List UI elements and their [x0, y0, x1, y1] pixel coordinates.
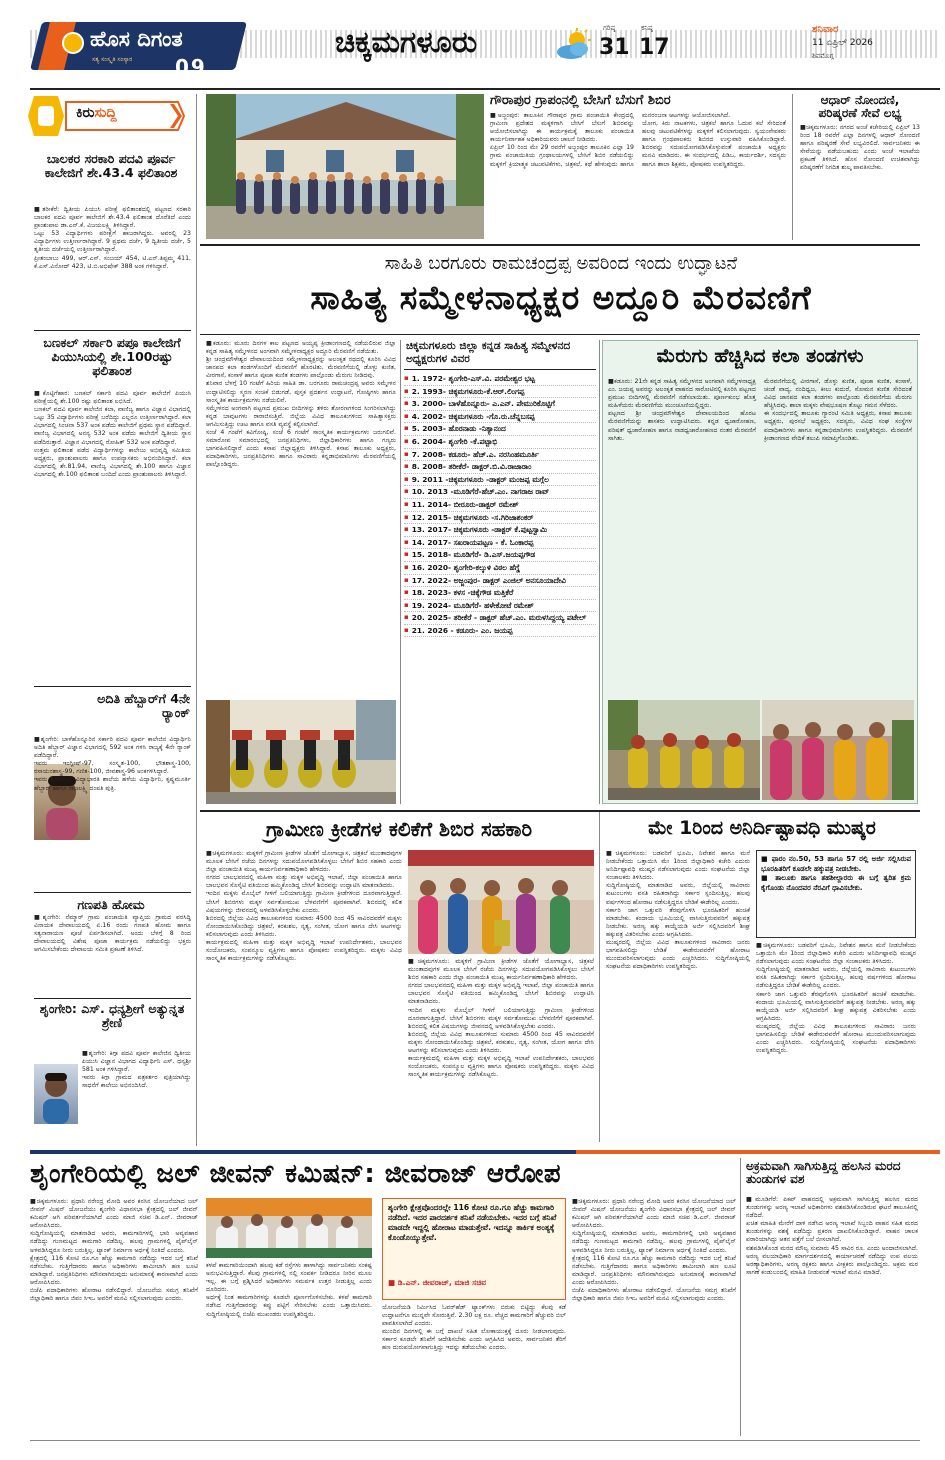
left-story-5-title: ಶೃಂಗೇರಿ: ಎಸ್. ಧನ್ಯಶ್ರೀಗೆ ಅತ್ಯುನ್ನತ ಶ್ರೇಣಿ — [39, 1001, 185, 1030]
divider — [599, 340, 600, 804]
jjm-quote-by: ■ ಡಿ.ಎನ್. ಜೀವರಾಜ್, ಮಾಜಿ ಸಚಿವ — [388, 1278, 487, 1287]
strike-title: ಮೇ 1ರಿಂದ ಅನಿರ್ದಿಷ್ಟಾವಧಿ ಮುಷ್ಕರ — [648, 817, 876, 839]
left-story-5-body: ■ಶೃಂಗೇರಿ: ಕಿಗ್ಗಾ ಪದವಿ ಪೂರ್ವ ಕಾಲೇಜಿನ ದ್ವಿತೀಯ ಪಿಯುಸಿ ವಿಜ್ಞಾನ ವಿಭಾಗದ ವಿದ್ಯಾರ್ಥಿನಿ ಎಸ್. ಧನ್ಯಶ್ರೀ 581 ಅಂಕ ಗಳಿಸಿದ್ದಾರೆ. ಇವರು ಕಿಗ್ಗಾ ಗ್ರಾಮದ ಪತ್ರಕರ್ತರ ಪುತ್ರಿಯಾಗಿದ್ದು ಸಾಧನೆಗೆ ಕಾಲೇಜು ಅಭಿನಂದಿಸಿದೆ. — [82, 1050, 191, 1090]
bullet-icon: ▪ — [404, 625, 409, 634]
presidents-list-item — [404, 436, 596, 449]
left-story-1-body: ■ತರೀಕೆರೆ: ದ್ವಿತೀಯ ಪಿಯುಸಿ ಪರೀಕ್ಷೆ ಫಲಿತಾಂಶದಲ್ಲಿ ಪಟ್ಟಣದ ಸರಕಾರಿ ಬಾಲಕರ ಪದವಿ ಪೂರ್ವ ಕಾಲೇಜಿಗೆ ಶೇ.43.4 ಫಲಿತಾಂಶ ದೊರೆತಿದೆ ಎಂದು ಪ್ರಾಂಶುಪಾಲ ಡಾ.ಎನ್.ಕೆ. ವಿಜಯಲಕ್ಷ್ಮಿ ತಿಳಿಸಿದ್ದಾರೆ. ಒಟ್ಟು 53 ವಿದ್ಯಾರ್ಥಿಗಳು ಪರೀಕ್ಷೆಗೆ ಹಾಜರಾಗಿದ್ದರು. ಅವರಲ್ಲಿ 23 ವಿದ್ಯಾರ್ಥಿಗಳು ಉತ್ತೀರ್ಣರಾಗಿದ್ದಾರೆ. 9 ಪ್ರಥಮ ದರ್ಜೆ, 9 ದ್ವಿತೀಯ ದರ್ಜೆ, 5 ತೃತೀಯ ದರ್ಜೆಯಲ್ಲಿ ಉತ್ತೀರ್ಣರಾಗಿದ್ದಾರೆ. ಪ್ರೀತಂಬಾಬು 499, ಆರ್.ಎಸ್. ಸಂಜಯ್ 454, ಟಿ.ಎನ್.ತಿಪ್ಪಮ್ಮ 411, ಕೆ.ಎಸ್.ವಿನೋದ್ 423, ಟಿ.ಬಿ.ಅಭಿಷೇಕ್ 388 ಅಂಕ ಗಳಿಸಿದ್ದಾರೆ. — [34, 206, 191, 270]
presidents-list-item — [404, 499, 596, 512]
edition-place: ಶಿವಮೊಗ್ಗ — [812, 52, 834, 60]
presidents-list-text: 17. 2022- ಅಜ್ಜಂಪುರ- ಡಾಕ್ಟರ್ ಎಂಜಿಲ್ ಅನಸೂಯಾದೇವಿ — [411, 575, 566, 585]
press-meet-photo — [206, 1198, 372, 1258]
aadhaar-body: ■ಚಿಕ್ಕಮಗಳೂರು: ನಗರದ ಅಂಚೆ ಕಚೇರಿಯಲ್ಲಿ ಏಪ್ರಿಲ್ 13 ರಿಂದ 18 ರವರೆಗೆ ಎಲ್ಲಾ ದಿನಗಳಲ್ಲಿ ಆಧಾರ್ ನೋಂದಣಿ ಹಾಗೂ ಪರಿಷ್ಕರಣೆ ಸೇವೆ ಲಭ್ಯವಿರಲಿದೆ. ಸಾರ್ವಜನಿಕರು ಈ ಸೇವೆಯನ್ನು ಪಡೆಯಬಹುದು ಎಂದು ಅಂಚೆ ಇಲಾಖೆಯ ಪ್ರಕಟಣೆ ತಿಳಿಸಿದೆ. ಹೊಸ ನೋಂದಣಿ ಉಚಿತವಾಗಿದ್ದು ಪರಿಷ್ಕರಣೆಗೆ ನಿಗದಿತ ಶುಲ್ಕ ಪಾವತಿಸಬೇಕು. — [800, 124, 920, 172]
tree-title: ಅಕ್ರಮವಾಗಿ ಸಾಗಿಸುತ್ತಿದ್ದ ಹಲಸಿನ ಮರದ ತುಂಡುಗಳ ವಶ — [746, 1159, 901, 1187]
bottom-band — [30, 1150, 940, 1154]
troupes-photo-left — [608, 700, 760, 800]
troupes-photo-right — [762, 700, 914, 800]
divider — [34, 892, 191, 893]
bullet-icon: ▪ — [404, 537, 409, 546]
kirusuddi-banner — [28, 96, 188, 136]
presidents-list-text: 18. 2023- ಕಳಸ -ಚಿಕ್ಕೆಗೌಡ ಮತ್ತಿಕೆರೆ — [411, 588, 514, 598]
divider — [200, 334, 920, 335]
strike-highlight-text: ■ ಫಾರಂ ನಂ.50, 53 ಹಾಗೂ 57 ರಲ್ಲಿ ಅರ್ಜಿ ಸಲ್ಲಿಸಿರುವ ಭೂರಹಿತರಿಗೆ ಕೂಡಲೇ ಹಕ್ಕುಪತ್ರ ನೀಡಬೇಕು. ■ ತಾಲೂಕು ಹಾಗೂ ತಹಶೀಲ್ದಾರರು ಈ ಬಗ್ಗೆ ತ್ವರಿತ ಕ್ರಮ ಕೈಗೊಂಡು ನೊಂದವರ ನೆರವಿಗೆ ಧಾವಿಸಬೇಕು. — [761, 855, 911, 892]
bullet-icon: ▪ — [404, 487, 409, 496]
presidents-list-text: 7. 2008- ಕಡೂರು- ಹೆಚ್.ಎ. ನರಸಿಂಹಮೂರ್ತಿ — [411, 449, 539, 459]
presidents-list-item — [404, 373, 596, 386]
jjm-body-a: ■ಚಿಕ್ಕಮಗಳೂರು: ಪ್ರಧಾನಿ ನರೇಂದ್ರ ಮೋದಿ ಅವರ ಕನಸಿನ ಯೋಜನೆಯಾದ ಜಲ್ ಜೀವನ್ ಮಿಷನ್ ಯೋಜನೆಯು ಶೃಂಗೇರಿ ವಿಧಾನಸಭಾ ಕ್ಷೇತ್ರದಲ್ಲಿ ಜಲ್ ಜೀವನ್ ಕಮಿಷನ್ ಆಗಿ ಪರಿವರ್ತನೆಯಾಗಿದೆ ಎಂದು ಮಾಜಿ ಸಚಿವ ಡಿ.ಎನ್. ಜೀವರಾಜ್ ಆರೋಪಿಸಿದರು. ಸುದ್ದಿಗೋಷ್ಠಿಯಲ್ಲಿ ಮಾತನಾಡಿದ ಅವರು, ಕಾಮಗಾರಿಗಳಲ್ಲಿ ಭಾರಿ ಅವ್ಯವಹಾರ ನಡೆದಿದ್ದು ಗುಣಮಟ್ಟದ ಕಾಮಗಾರಿ ನಡೆದಿಲ್ಲ. ಹಲವು ಗ್ರಾಮಗಳಲ್ಲಿ ಪೈಪ್‌ಲೈನ್ ಅಳವಡಿಸಿದ್ದರೂ ನೀರು ಬರುತ್ತಿಲ್ಲ. ಟ್ಯಾಂಕ್ ನಿರ್ಮಾಣ ಅರ್ಧಕ್ಕೆ ನಿಂತಿದೆ ಎಂದರು. ಕ್ಷೇತ್ರದಲ್ಲಿ 116 ಕೋಟಿ ರೂ.ಗೂ ಹೆಚ್ಚು ಕಾಮಗಾರಿ ನಡೆದಿದ್ದು ಇದರ ಬಗ್ಗೆ ತನಿಖೆ ನಡೆಸಬೇಕು. ಗುತ್ತಿಗೆದಾರರು ಹಾಗೂ ಅಧಿಕಾರಿಗಳು ಶಾಮೀಲಾಗಿ ಹಣ ಲೂಟಿ ಮಾಡಿದ್ದಾರೆ. ಜನಪ್ರತಿನಿಧಿಗಳು ಮೌನವಾಗಿರುವುದು ಅನುಮಾನಕ್ಕೆ ಕಾರಣವಾಗಿದೆ ಎಂದು ಆರೋಪಿಸಿದರು. ಬಿಜೆಪಿ ಪದಾಧಿಕಾರಿಗಳು ಹೋರಾಟ ನಡೆಸಲಿದ್ದಾರೆ. ಯೋಜನೆಯ ಸಮಗ್ರ ತನಿಖೆಗೆ ಜಿಲ್ಲಾಧಿಕಾರಿ ಹಾಗೂ ಜಿಪಂ ಸಿಇಒ ಅವರಿಗೆ ಮನವಿ ಸಲ್ಲಿಸಲಾಗುವುದು ಎಂದರು. — [30, 1198, 198, 1303]
bullet-icon: ▪ — [404, 399, 409, 408]
jjm-quote-box — [382, 1198, 566, 1300]
presidents-list-text: 16. 2020- ಶೃಂಗೇರಿ-ಕಲ್ಕುಳಿ ವಿಠಲ ಹೆಗ್ಡೆ — [411, 562, 521, 572]
divider — [200, 810, 920, 812]
bottom-rule — [30, 1440, 920, 1441]
presidents-list-item — [404, 449, 596, 462]
dhanyashree-photo — [34, 1064, 78, 1124]
left-story-2-body: ■ಕೊಟ್ಟಿಗೆಹಾರ: ಬಣಕಲ್ ಸರ್ಕಾರಿ ಪದವಿ ಪೂರ್ವ ಕಾಲೇಜಿಗೆ ಪಿಯುಸಿ ಪರೀಕ್ಷೆಯಲ್ಲಿ ಶೇ.100 ರಷ್ಟು ಫಲಿತಾಂಶ ಲಭಿಸಿದೆ. ಬಣಕಲ್ ಪದವಿ ಪೂರ್ವ ಕಾಲೇಜಿನ ಕಲಾ, ವಾಣಿಜ್ಯ ಹಾಗೂ ವಿಜ್ಞಾನ ವಿಭಾಗದಲ್ಲಿ ಒಟ್ಟು 35 ವಿದ್ಯಾರ್ಥಿಗಳು ಪರೀಕ್ಷೆ ಬರೆದಿದ್ದು ಎಲ್ಲರೂ ಉತ್ತೀರ್ಣರಾಗಿದ್ದಾರೆ. ಕಲಾ ವಿಭಾಗದಲ್ಲಿ ಸಿಂಚನಾ 537 ಅಂಕ ಪಡೆದು ಕಾಲೇಜಿಗೆ ಪ್ರಥಮ ಸ್ಥಾನ ಪಡೆದಿದ್ದಾರೆ. ವಾಣಿಜ್ಯ ವಿಭಾಗದಲ್ಲಿ ಅನನ್ಯ 532 ಅಂಕ ಪಡೆದು ಕಾಲೇಜಿಗೆ ದ್ವಿತೀಯ ಸ್ಥಾನ ಪಡೆದಿರುತ್ತಾರೆ. ವಿಜ್ಞಾನ ವಿಭಾಗದಲ್ಲಿ ರೋಹಿತ್ 532 ಅಂಕ ಪಡೆದಿದ್ದಾರೆ. ಉತ್ತಮ ಫಲಿತಾಂಶ ಪಡೆದ ವಿದ್ಯಾರ್ಥಿಗಳನ್ನು ಕಾಲೇಜು ಅಭಿವೃದ್ಧಿ ಸಮಿತಿಯ ಅಧ್ಯಕ್ಷರು, ಪ್ರಾಂಶುಪಾಲರು ಹಾಗೂ ಉಪನ್ಯಾಸಕರು ಅಭಿನಂದಿಸಿದ್ದಾರೆ. ಕಲಾ ವಿಭಾಗದಲ್ಲಿ ಶೇ.81.94, ವಾಣಿಜ್ಯ ವಿಭಾಗದಲ್ಲಿ ಶೇ.100 ಹಾಗೂ ವಿಜ್ಞಾನ ವಿಭಾಗದಲ್ಲಿ ಶೇ.100 ಫಲಿತಾಂಶ ಬಂದಿದೆ ಎಂದು ಪ್ರಾಂಶುಪಾಲರು ತಿಳಿಸಿದ್ದಾರೆ. — [34, 390, 191, 478]
troupes-body: ■ಕಡೂರು: 21ನೇ ಕನ್ನಡ ಸಾಹಿತ್ಯ ಸಮ್ಮೇಳನದ ಅಂಗವಾಗಿ ಸಮ್ಮೇಳನಾಧ್ಯಕ್ಷ ಎಂ. ಜಯಪ್ಪ ಅವರನ್ನು ಅಲಂಕೃತ ವಾಹನದ ಸಾರೋಟಿನಲ್ಲಿ ಕೂರಿಸಿ ಪಟ್ಟಣದ ಪ್ರಮುಖ ಬೀದಿಗಳಲ್ಲಿ ಮೆರವಣಿಗೆ ನಡೆಸಲಾಯಿತು. ಪೂರ್ಣಕುಂಭ ಹೊತ್ತ ಮಹಿಳೆಯರು ಮೆರವಣಿಗೆಯ ಮುಂಚೂಣಿಯಲ್ಲಿದ್ದರು. ಪಟ್ಟಣದ ಶ್ರೀ ಚಂದ್ರಮೌಳೇಶ್ವರ ದೇವಾಲಯದಿಂದ ಹೊರಟ ಮೆರವಣಿಗೆಯನ್ನು ಶಾಸಕರು ಉದ್ಘಾಟಿಸಿದರು. ಕನ್ನಡ ಧ್ವಜಾರೋಹಣ, ಪರಿಷತ್ ಧ್ವಜಾರೋಹಣ ಹಾಗೂ ನಾಡಧ್ವಜಾರೋಹಣದ ನಂತರ ಮೆರವಣಿಗೆ ಸಾಗಿತು. ಮೆರವಣಿಗೆಯಲ್ಲಿ ವೀರಗಾಸೆ, ಡೊಳ್ಳು ಕುಣಿತ, ಪೂಜಾ ಕುಣಿತ, ಕಂಸಾಳೆ, ಚಂಡೆ ವಾದ್ಯ, ನಂದಿಧ್ವಜ, ಕೀಲು ಕುದುರೆ, ಸೋಮನ ಕುಣಿತ ಸೇರಿದಂತೆ ವಿವಿಧ ಜಾನಪದ ಕಲಾ ತಂಡಗಳು ಪಾಲ್ಗೊಂಡು ಮೆರವಣಿಗೆಯ ಮೆರುಗು ಹೆಚ್ಚಿಸಿದವು. ಶಾಲಾ ಮಕ್ಕಳು ವೇಷಭೂಷಣ ತೊಟ್ಟು ಗಮನ ಸೆಳೆದರು. ಈ ಸಂದರ್ಭದಲ್ಲಿ ತಾಲೂಕು ಗ್ಯಾರಂಟಿ ಸಮಿತಿ ಅಧ್ಯಕ್ಷರು, ಕಸಾಪ ತಾಲೂಕು ಅಧ್ಯಕ್ಷರು, ಪುರಸಭೆ ಅಧ್ಯಕ್ಷರು, ಸದಸ್ಯರು, ವಿವಿಧ ಸಂಘ ಸಂಸ್ಥೆಗಳ ಪದಾಧಿಕಾರಿಗಳು ಹಾಗೂ ಕನ್ನಡಾಭಿಮಾನಿಗಳು ಉಪಸ್ಥಿತರಿದ್ದರು. ಮೆರವಣಿಗೆ ಕ್ರೀಡಾಂಗಣದ ವೇದಿಕೆ ತಲುಪಿ ಸಮಾಪ್ತಿಗೊಂಡಿತು. — [608, 378, 912, 442]
presidents-list-item — [404, 600, 596, 613]
presidents-list — [404, 373, 596, 637]
presidents-list-text: 21. 2026 - ಕಡೂರು- ಎಂ. ಜಯಪ್ಪ — [411, 625, 513, 635]
aadhaar-title: ಆಧಾರ್ ನೋಂದಣಿ, ಪರಿಷ್ಕರಣೆ ಸೇವೆ ಲಭ್ಯ — [818, 93, 902, 121]
sports-title: ಗ್ರಾಮೀಣ ಕ್ರೀಡೆಗಳ ಕಲಿಕೆಗೆ ಶಿಬಿರ ಸಹಕಾರಿ — [265, 817, 533, 841]
bullet-icon: ▪ — [404, 600, 409, 609]
presidents-list-item — [404, 512, 596, 525]
top-story-title: ಗೌರಾಪುರ ಗ್ರಾಪಂನಲ್ಲಿ ಬೇಸಿಗೆ ಬೆಸುಗೆ ಶಿಬಿರ — [490, 93, 671, 108]
presidents-list-text: 9. 2011 -ಚಿಕ್ಕಮಗಳೂರು -ಡಾಕ್ಟರ್ ಮಂಜಪ್ಪ ಮಗ್ಗೆಲ — [411, 474, 549, 484]
presidents-list-item — [404, 486, 596, 499]
bullet-icon: ▪ — [404, 550, 409, 559]
brand-name: ಹೊಸ ದಿಗಂತ — [90, 27, 183, 51]
left-story-4-body: ■ಶೃಂಗೇರಿ: ನೆಮ್ಮಾರ್ ಗ್ರಾಮ ಪಂಚಾಯಿತಿ ವ್ಯಾಪ್ತಿಯ ಗ್ರಾಮದ ವರಸಿದ್ಧಿ ವಿನಾಯಕ ದೇವಾಲಯದಲ್ಲಿ ಏ.16 ರಂದು ಗಣಪತಿ ಹೋಮ ಹಾಗೂ ಸತ್ಯನಾರಾಯಣ ಪೂಜೆ ಏರ್ಪಡಿಸಲಾಗಿದೆ. ಅಂದು ಬೆಳಗ್ಗೆ 8 ರಿಂದ ದೇವಾಲಯದಲ್ಲಿ ವಿಶೇಷ ಪೂಜಾ ಕಾರ್ಯಕ್ರಮ ನಡೆಯಲಿದ್ದು ಭಕ್ತರು ಆಗಮಿಸಬೇಕೆಂದು ದೇವಾಲಯ ಸಮಿತಿ ಪ್ರಕಟಣೆ ತಿಳಿಸಿದೆ. — [34, 914, 191, 954]
jjm-body-d: ■ಚಿಕ್ಕಮಗಳೂರು: ಪ್ರಧಾನಿ ನರೇಂದ್ರ ಮೋದಿ ಅವರ ಕನಸಿನ ಯೋಜನೆಯಾದ ಜಲ್ ಜೀವನ್ ಮಿಷನ್ ಯೋಜನೆಯು ಶೃಂಗೇರಿ ವಿಧಾನಸಭಾ ಕ್ಷೇತ್ರದಲ್ಲಿ ಜಲ್ ಜೀವನ್ ಕಮಿಷನ್ ಆಗಿ ಪರಿವರ್ತನೆಯಾಗಿದೆ ಎಂದು ಮಾಜಿ ಸಚಿವ ಡಿ.ಎನ್. ಜೀವರಾಜ್ ಆರೋಪಿಸಿದರು. ಸುದ್ದಿಗೋಷ್ಠಿಯಲ್ಲಿ ಮಾತನಾಡಿದ ಅವರು, ಕಾಮಗಾರಿಗಳಲ್ಲಿ ಭಾರಿ ಅವ್ಯವಹಾರ ನಡೆದಿದ್ದು ಗುಣಮಟ್ಟದ ಕಾಮಗಾರಿ ನಡೆದಿಲ್ಲ. ಹಲವು ಗ್ರಾಮಗಳಲ್ಲಿ ಪೈಪ್‌ಲೈನ್ ಅಳವಡಿಸಿದ್ದರೂ ನೀರು ಬರುತ್ತಿಲ್ಲ. ಟ್ಯಾಂಕ್ ನಿರ್ಮಾಣ ಅರ್ಧಕ್ಕೆ ನಿಂತಿದೆ ಎಂದರು. ಕ್ಷೇತ್ರದಲ್ಲಿ 116 ಕೋಟಿ ರೂ.ಗೂ ಹೆಚ್ಚು ಕಾಮಗಾರಿ ನಡೆದಿದ್ದು ಇದರ ಬಗ್ಗೆ ತನಿಖೆ ನಡೆಸಬೇಕು. ಗುತ್ತಿಗೆದಾರರು ಹಾಗೂ ಅಧಿಕಾರಿಗಳು ಶಾಮೀಲಾಗಿ ಹಣ ಲೂಟಿ ಮಾಡಿದ್ದಾರೆ. ಜನಪ್ರತಿನಿಧಿಗಳು ಮೌನವಾಗಿರುವುದು ಅನುಮಾನಕ್ಕೆ ಕಾರಣವಾಗಿದೆ ಎಂದು ಆರೋಪಿಸಿದರು. ಬಿಜೆಪಿ ಪದಾಧಿಕಾರಿಗಳು ಹೋರಾಟ ನಡೆಸಲಿದ್ದಾರೆ. ಯೋಜನೆಯ ಸಮಗ್ರ ತನಿಖೆಗೆ ಜಿಲ್ಲಾಧಿಕಾರಿ ಹಾಗೂ ಜಿಪಂ ಸಿಇಒ ಅವರಿಗೆ ಮನವಿ ಸಲ್ಲಿಸಲಾಗುವುದು ಎಂದರು. — [572, 1198, 736, 1303]
weekday: ಶನಿವಾರ — [812, 24, 839, 35]
presidents-list-text: 20. 2025- ತರೀಕೆರೆ - ಡಾಕ್ಟರ್ ಹೆಚ್.ಎಂ. ಮರುಳಸಿದ್ದಯ್ಯ ಪಟೇಲ್ — [411, 613, 587, 623]
bullet-icon: ▪ — [404, 562, 409, 571]
sports-body-a: ■ಚಿಕ್ಕಮಗಳೂರು: ಮಕ್ಕಳಿಗೆ ಗ್ರಾಮೀಣ ಕ್ರೀಡೆಗಳ ಜೊತೆಗೆ ಯೋಗಾಭ್ಯಾಸ, ಚಿತ್ರಕಲೆ ಮುಂತಾದವುಗಳ ಮೂಲಕ ಬೇಸಿಗೆ ರಜೆಯ ದಿನಗಳನ್ನು ಸದುಪಯೋಗಪಡಿಸಿಕೊಳ್ಳಲು ಬೇಸಿಗೆ ಶಿಬಿರ ಸಹಕಾರಿ ಎಂದು ಜಿಲ್ಲಾ ಪಂಚಾಯಿತಿ ಮುಖ್ಯ ಕಾರ್ಯನಿರ್ವಹಣಾಧಿಕಾರಿ ಹೇಳಿದರು. ನಗರದ ಬಾಲಭವನದಲ್ಲಿ ಮಹಿಳಾ ಮತ್ತು ಮಕ್ಕಳ ಅಭಿವೃದ್ಧಿ ಇಲಾಖೆ, ಜಿಲ್ಲಾ ಪಂಚಾಯಿತಿ ಹಾಗೂ ಬಾಲಭವನ ಸೊಸೈಟಿ ವತಿಯಿಂದ ಹಮ್ಮಿಕೊಂಡಿದ್ದ ಬೇಸಿಗೆ ಶಿಬಿರವನ್ನು ಉದ್ಘಾಟಿಸಿ ಮಾತನಾಡಿದರು. ಇಂದಿನ ಮಕ್ಕಳು ಮೊಬೈಲ್ ಗೀಳಿಗೆ ಬಲಿಯಾಗುತ್ತಿದ್ದು ಗ್ರಾಮೀಣ ಕ್ರೀಡೆಗಳಿಂದ ದೂರವಾಗುತ್ತಿದ್ದಾರೆ. ಬೇಸಿಗೆ ಶಿಬಿರಗಳು ಮಕ್ಕಳ ಸರ್ವತೋಮುಖ ಬೆಳವಣಿಗೆಗೆ ಪೂರಕವಾಗಿವೆ. ಶಿಬಿರದಲ್ಲಿ ಕಲಿತ ವಿಷಯಗಳನ್ನು ಜೀವನದಲ್ಲಿ ಅಳವಡಿಸಿಕೊಳ್ಳಬೇಕು ಎಂದರು. ಶಿಬಿರದಲ್ಲಿ ಜಿಲ್ಲೆಯ ವಿವಿಧ ತಾಲೂಕುಗಳಿಂದ ಸುಮಾರು 4500 ರಿಂದ 45 ಸಾವಿರದವರೆಗೆ ಮಕ್ಕಳು ನೋಂದಾಯಿಸಿಕೊಂಡಿದ್ದು ಚಿತ್ರಕಲೆ, ಕರಕುಶಲ, ನೃತ್ಯ, ಸಂಗೀತ, ಯೋಗ ಹಾಗೂ ದೇಸಿ ಆಟಗಳನ್ನು ಕಲಿಸಲಾಗುವುದು ಎಂದು ತಿಳಿಸಿದರು. ಕಾರ್ಯಕ್ರಮದಲ್ಲಿ ಮಹಿಳಾ ಮತ್ತು ಮಕ್ಕಳ ಅಭಿವೃದ್ಧಿ ಇಲಾಖೆ ಉಪನಿರ್ದೇಶಕರು, ಬಾಲಭವನ ಸಂಯೋಜಕರು, ಸಂಪನ್ಮೂಲ ವ್ಯಕ್ತಿಗಳು ಹಾಗೂ ಪೋಷಕರು ಉಪಸ್ಥಿತರಿದ್ದರು. ಮಕ್ಕಳು ವಿವಿಧ ಸಾಂಸ್ಕೃತಿಕ ಕಾರ್ಯಕ್ರಮಗಳನ್ನು ನಡೆಸಿಕೊಟ್ಟರು. — [206, 850, 402, 963]
left-story-2-title: ಬಣಕಲ್ ಸರ್ಕಾರಿ ಪಪೂ ಕಾಲೇಜಿಗೆ ಪಿಯುಸಿಯಲ್ಲಿ ಶೇ.100ರಷ್ಟು ಫಲಿತಾಂಶ — [43, 335, 181, 378]
lead-kicker: ಸಾಹಿತಿ ಬರಗೂರು ರಾಮಚಂದ್ರಪ್ಪ ಅವರಿಂದ ಇಂದು ಉದ್ಘಾಟನೆ — [384, 253, 738, 274]
presidents-list-text: 3. 2000- ಬಾಳೆಹೊನ್ನೂರು- ಎ.ಎನ್. ಪೇಮುರಿಕೊಟ್ಟಿಗೆ — [411, 399, 555, 409]
temp-max: 31 — [599, 35, 630, 60]
presidents-list-text: 12. 2015- ಚಿಕ್ಕಮಗಳೂರು -ಸ.ಗಿರಿಜಾಶಂಕರ್ — [411, 512, 534, 522]
bullet-icon: ▪ — [404, 613, 409, 622]
city-title: ಚಿಕ್ಕಮಗಳೂರು — [335, 25, 478, 60]
page-number: 09 — [175, 55, 207, 79]
presidents-list-text: 1. 1972- ಶೃಂಗೇರಿ-ಎಸ್.ವಿ. ಪರಮೇಶ್ವರ ಭಟ್ಟ — [411, 374, 535, 383]
bullet-icon: ▪ — [404, 424, 409, 433]
left-story-3-body: ■ಶೃಂಗೇರಿ: ಬಾಳೆಹೊನ್ನೂರಿನ ಸರ್ಕಾರಿ ಪದವಿ ಪೂರ್ವ ಕಾಲೇಜಿನ ವಿದ್ಯಾರ್ಥಿನಿ ಅದಿತಿ ಹೆಬ್ಬಾರ್ ವಿಜ್ಞಾನ ವಿಭಾಗದಲ್ಲಿ 592 ಅಂಕ ಗಳಿಸಿ ರಾಜ್ಯಕ್ಕೆ 4ನೇ ರ‍್ಯಾಂಕ್ ಪಡೆದಿದ್ದಾರೆ. ಇವರು ಇಂಗ್ಲೀಷ್-97, ಸಂಸ್ಕೃತ-100, ಭೌತಶಾಸ್ತ್ರ-100, ರಸಾಯನಶಾಸ್ತ್ರ-99, ಗಣಿತ-100, ಜೀವಶಾಸ್ತ್ರ-96 ಅಂಕಗಳಿಸಿದ್ದಾರೆ. ಇವರು ಶೃಂಗೇರಿಯ ವಿದ್ಯಾಭಾರತಿ ಶಾಲೆಯ ಹಳೆಯ ವಿದ್ಯಾರ್ಥಿನಿ, ಕೃಷ್ಣಮೂರ್ತಿ ಹೆಬ್ಬಾರ್ ಹಾಗೂ ರಾಜಲಕ್ಷ್ಮಿ ದಂಪತಿ ಪುತ್ರಿ. — [34, 736, 191, 792]
sports-body-b: ■ಚಿಕ್ಕಮಗಳೂರು: ಮಕ್ಕಳಿಗೆ ಗ್ರಾಮೀಣ ಕ್ರೀಡೆಗಳ ಜೊತೆಗೆ ಯೋಗಾಭ್ಯಾಸ, ಚಿತ್ರಕಲೆ ಮುಂತಾದವುಗಳ ಮೂಲಕ ಬೇಸಿಗೆ ರಜೆಯ ದಿನಗಳನ್ನು ಸದುಪಯೋಗಪಡಿಸಿಕೊಳ್ಳಲು ಬೇಸಿಗೆ ಶಿಬಿರ ಸಹಕಾರಿ ಎಂದು ಜಿಲ್ಲಾ ಪಂಚಾಯಿತಿ ಮುಖ್ಯ ಕಾರ್ಯನಿರ್ವಹಣಾಧಿಕಾರಿ ಹೇಳಿದರು. ನಗರದ ಬಾಲಭವನದಲ್ಲಿ ಮಹಿಳಾ ಮತ್ತು ಮಕ್ಕಳ ಅಭಿವೃದ್ಧಿ ಇಲಾಖೆ, ಜಿಲ್ಲಾ ಪಂಚಾಯಿತಿ ಹಾಗೂ ಬಾಲಭವನ ಸೊಸೈಟಿ ವತಿಯಿಂದ ಹಮ್ಮಿಕೊಂಡಿದ್ದ ಬೇಸಿಗೆ ಶಿಬಿರವನ್ನು ಉದ್ಘಾಟಿಸಿ ಮಾತನಾಡಿದರು. ಇಂದಿನ ಮಕ್ಕಳು ಮೊಬೈಲ್ ಗೀಳಿಗೆ ಬಲಿಯಾಗುತ್ತಿದ್ದು ಗ್ರಾಮೀಣ ಕ್ರೀಡೆಗಳಿಂದ ದೂರವಾಗುತ್ತಿದ್ದಾರೆ. ಬೇಸಿಗೆ ಶಿಬಿರಗಳು ಮಕ್ಕಳ ಸರ್ವತೋಮುಖ ಬೆಳವಣಿಗೆಗೆ ಪೂರಕವಾಗಿವೆ. ಶಿಬಿರದಲ್ಲಿ ಕಲಿತ ವಿಷಯಗಳನ್ನು ಜೀವನದಲ್ಲಿ ಅಳವಡಿಸಿಕೊಳ್ಳಬೇಕು ಎಂದರು. ಶಿಬಿರದಲ್ಲಿ ಜಿಲ್ಲೆಯ ವಿವಿಧ ತಾಲೂಕುಗಳಿಂದ ಸುಮಾರು 4500 ರಿಂದ 45 ಸಾವಿರದವರೆಗೆ ಮಕ್ಕಳು ನೋಂದಾಯಿಸಿಕೊಂಡಿದ್ದು ಚಿತ್ರಕಲೆ, ಕರಕುಶಲ, ನೃತ್ಯ, ಸಂಗೀತ, ಯೋಗ ಹಾಗೂ ದೇಸಿ ಆಟಗಳನ್ನು ಕಲಿಸಲಾಗುವುದು ಎಂದು ತಿಳಿಸಿದರು. ಕಾರ್ಯಕ್ರಮದಲ್ಲಿ ಮಹಿಳಾ ಮತ್ತು ಮಕ್ಕಳ ಅಭಿವೃದ್ಧಿ ಇಲಾಖೆ ಉಪನಿರ್ದೇಶಕರು, ಬಾಲಭವನ ಸಂಯೋಜಕರು, ಸಂಪನ್ಮೂಲ ವ್ಯಕ್ತಿಗಳು ಹಾಗೂ ಪೋಷಕರು ಉಪಸ್ಥಿತರಿದ್ದರು. ಮಕ್ಕಳು ವಿವಿಧ ಸಾಂಸ್ಕೃತಿಕ ಕಾರ್ಯಕ್ರಮಗಳನ್ನು ನಡೆಸಿಕೊಟ್ಟರು. — [408, 958, 594, 1079]
jjm-body-b: ಕಳಪೆ ಕಾಮಗಾರಿಯಿಂದಾಗಿ ಹಲವು ಕಡೆ ರಸ್ತೆಗಳು ಹಾಳಾಗಿದ್ದು ಸಾರ್ವಜನಿಕರು ಸಂಕಷ್ಟ ಅನುಭವಿಸುತ್ತಿದ್ದಾರೆ. ಕೆಲವು ಗ್ರಾಮಗಳಲ್ಲಿ ನಲ್ಲಿ ಸಂಪರ್ಕ ನೀಡಿದರೂ ನೀರಿನ ಮೂಲ ಇಲ್ಲ. ಈ ಬಗ್ಗೆ ಪ್ರಶ್ನಿಸಿದರೆ ಅಧಿಕಾರಿಗಳು ಸಮರ್ಪಕ ಉತ್ತರ ನೀಡುತ್ತಿಲ್ಲ ಎಂದು ದೂರಿದರು. ಅರ್ಧಕ್ಕೆ ನಿಂತ ಕಾಮಗಾರಿಗಳನ್ನು ಕೂಡಲೇ ಪೂರ್ಣಗೊಳಿಸಬೇಕು. ಕಳಪೆ ಕಾಮಗಾರಿ ನಡೆಸಿದ ಗುತ್ತಿಗೆದಾರರನ್ನು ಕಪ್ಪು ಪಟ್ಟಿಗೆ ಸೇರಿಸಬೇಕು ಎಂದು ಒತ್ತಾಯಿಸಿದರು. ಸುದ್ದಿಗೋಷ್ಠಿಯಲ್ಲಿ ಬಿಜೆಪಿ ಮುಖಂಡರು ಉಪಸ್ಥಿತರಿದ್ದರು. — [206, 1262, 372, 1318]
presidents-list-text: 6. 2004- ಶೃಂಗೇರಿ -ಕೆ.ಪಟ್ಟಾಭಿ — [411, 436, 498, 446]
left-story-4-title: ಗಣಪತಿ ಹೋಮ — [77, 897, 145, 912]
divider — [34, 998, 191, 999]
strike-body-b: ■ಚಿಕ್ಕಮಗಳೂರು: ಬಡವರಿಗೆ ಭೂಮಿ, ನಿವೇಶನ ಹಾಗೂ ಮನೆ ನೀಡಬೇಕೆಂದು ಒತ್ತಾಯಿಸಿ ಮೇ 1ರಿಂದ ಜಿಲ್ಲಾಧಿಕಾರಿ ಕಚೇರಿ ಎದುರು ಅನಿರ್ದಿಷ್ಟಾವಧಿ ಮುಷ್ಕರ ನಡೆಸಲಾಗುವುದು ಎಂದು ಸಂಘಟನೆಯ ಜಿಲ್ಲಾ ಸಂಚಾಲಕರು ತಿಳಿಸಿದರು. ಸುದ್ದಿಗೋಷ್ಠಿಯಲ್ಲಿ ಮಾತನಾಡಿದ ಅವರು, ಜಿಲ್ಲೆಯಲ್ಲಿ ಸಾವಿರಾರು ಕುಟುಂಬಗಳು ವಸತಿ ರಹಿತರಾಗಿದ್ದು ಸರ್ಕಾರ ಸ್ಪಂದಿಸುತ್ತಿಲ್ಲ. ಹಲವು ವರ್ಷಗಳಿಂದ ಹೋರಾಟ ನಡೆಸುತ್ತಿದ್ದರೂ ಬೇಡಿಕೆ ಈಡೇರಿಲ್ಲ ಎಂದರು. ಸರ್ಕಾರಿ ಜಾಗ ಒತ್ತುವರಿ ತೆರವುಗೊಳಿಸಿ ಭೂರಹಿತರಿಗೆ ಹಂಚಿಕೆ ಮಾಡಬೇಕು. ಕಂದಾಯ ಭೂಮಿಯಲ್ಲಿ ವಾಸಿಸುತ್ತಿರುವವರಿಗೆ ಹಕ್ಕುಪತ್ರ ನೀಡಬೇಕು. ಅರಣ್ಯ ಹಕ್ಕು ಕಾಯ್ದೆಯಡಿ ಅರ್ಜಿ ಸಲ್ಲಿಸಿದವರಿಗೆ ಶೀಘ್ರ ಹಕ್ಕುಪತ್ರ ವಿತರಿಸಬೇಕು ಎಂದು ಆಗ್ರಹಿಸಿದರು. ಮುಷ್ಕರದಲ್ಲಿ ಜಿಲ್ಲೆಯ ವಿವಿಧ ತಾಲೂಕುಗಳಿಂದ ಸಾವಿರಾರು ಜನರು ಭಾಗವಹಿಸಲಿದ್ದು ಬೇಡಿಕೆ ಈಡೇರುವವರೆಗೆ ಹೋರಾಟ ಮುಂದುವರಿಸಲಾಗುವುದು ಎಂದು ಎಚ್ಚರಿಸಿದರು. ಸುದ್ದಿಗೋಷ್ಠಿಯಲ್ಲಿ ಸಂಘಟನೆಯ ಪದಾಧಿಕಾರಿಗಳು ಉಪಸ್ಥಿತರಿದ್ದರು. — [756, 942, 916, 1055]
masthead — [0, 0, 945, 88]
bullet-icon: ▪ — [404, 575, 409, 584]
top-story-body: ■ಅಜ್ಜಂಪುರ: ತಾಲೂಕಿನ ಗೌರಾಪುರ ಗ್ರಾಮ ಪಂಚಾಯಿತಿ ಕೇಂದ್ರದಲ್ಲಿ ಗ್ರಾಮೀಣ ಪ್ರದೇಶದ ಮಕ್ಕಳಿಗಾಗಿ ಬೇಸಿಗೆ ಬೆಸುಗೆ ಶಿಬಿರವನ್ನು ಆಯೋಜಿಸಲಾಗಿದ್ದು ಈ ಕಾರ್ಯಕ್ರಮಕ್ಕೆ ತಾಲೂಕು ಪಂಚಾಯಿತಿ ಕಾರ್ಯನಿರ್ವಾಹಕ ಅಧಿಕಾರಿಯವರು ಚಾಲನೆ ನೀಡಿದರು. ಏಪ್ರಿಲ್ 10 ರಿಂದ ಮೇ 29 ರವರೆಗೆ ಅಜ್ಜಂಪುರ ತಾಲೂಕಿನ ಎಲ್ಲಾ 19 ಗ್ರಾಮ ಪಂಚಾಯಿತಿಯ ಗ್ರಂಥಾಲಯಗಳಲ್ಲಿ ಬೇಸಿಗೆ ಶಿಬಿರ ನಡೆಯಲಿದ್ದು ಮಕ್ಕಳಿಗೆ ಕ್ರಿಯಾತ್ಮಕ ಚಟುವಟಿಕೆಗಳು, ಚಿತ್ರಕಲೆ, ಕಥೆ ಹೇಳುವುದು ಹಾಗೂ ಮನರಂಜನಾ ಆಟಗಳನ್ನು ಆಯೋಜಿಸಲಾಗಿದೆ. ಯೋಗ, ಕಿರು ನಾಟಕಗಳು, ಚಿತ್ರಕಲೆ ಹಾಗೂ ಓದುವ ಕಲೆ ಸೇರಿದಂತೆ ಹಲವು ಚಟುವಟಿಕೆಗಳನ್ನು ಮಕ್ಕಳಿಗೆ ಕಲಿಸಲಾಗುವುದು. ಸ್ವಯಂಸೇವಕರು ಹಾಗೂ ಗ್ರಂಥಪಾಲಕರು ಶಿಬಿರದ ಉಸ್ತುವಾರಿ ವಹಿಸಿಕೊಂಡಿದ್ದಾರೆ. ಶಿಬಿರವನ್ನು ಸದುಪಯೋಗಪಡಿಸಿಕೊಳ್ಳುವಂತೆ ಪಂಚಾಯಿತಿ ಅಧ್ಯಕ್ಷರು ಮನವಿ ಮಾಡಿದರು. ಈ ಸಂದರ್ಭದಲ್ಲಿ ಪಿಡಿಒ, ಕಾರ್ಯದರ್ಶಿ, ಸದಸ್ಯರು ಹಾಗೂ ಶಾಲಾ ಶಿಕ್ಷಕರು, ಪೋಷಕರು ಉಪಸ್ಥಿತರಿದ್ದರು. — [490, 112, 786, 168]
presidents-list-item — [404, 474, 596, 487]
presidents-list-item — [404, 537, 596, 550]
presidents-list-item — [404, 524, 596, 537]
divider — [34, 686, 191, 687]
lead-title: ಸಾಹಿತ್ಯ ಸಮ್ಮೇಳನಾಧ್ಯಕ್ಷರ ಅದ್ದೂರಿ ಮೆರವಣಿಗೆ — [310, 278, 812, 317]
jjm-body-c: ಯೋಜನೆಯಡಿ ನಿರ್ಮಿಸಿದ ಓವರ್‌ಹೆಡ್ ಟ್ಯಾಂಕ್‌ಗಳು ಬಿರುಕು ಬಿಟ್ಟಿದ್ದು ಕೆಲವು ಕಡೆ ಉದ್ಘಾಟನೆಗೂ ಮುನ್ನವೇ ಸೋರುತ್ತಿವೆ. 2.30 ಲಕ್ಷ ರೂ. ವೆಚ್ಚದ ಕಾಮಗಾರಿಗೆ ಹೆಚ್ಚುವರಿ ಬಿಲ್ ಪಾವತಿಸಲಾಗಿದೆ ಎಂದರು. ಮುಂದಿನ ದಿನಗಳಲ್ಲಿ ಈ ಬಗ್ಗೆ ದಾಖಲೆ ಸಹಿತ ಲೋಕಾಯುಕ್ತಕ್ಕೆ ದೂರು ನೀಡಲಾಗುವುದು. ಸರ್ಕಾರ ಕೂಡಲೇ ತನಿಖೆಗೆ ಆದೇಶಿಸಬೇಕು ಎಂದು ಆಗ್ರಹಿಸಿದ ಅವರು, ಸಾರ್ವಜನಿಕರ ತೆರಿಗೆ ಹಣ ದುರುಪಯೋಗವಾಗುತ್ತಿದ್ದು ಇದನ್ನು ತಡೆಯಬೇಕು ಎಂದರು. — [382, 1304, 566, 1352]
presidents-list-item — [404, 575, 596, 588]
divider — [740, 1158, 741, 1436]
presidents-list-text: 10. 2013 -ಮೂಡಿಗೆರೆ-ಹೆಚ್.ಎಂ. ನಾಗರಾಜ ರಾವ್ — [411, 487, 550, 497]
divider — [599, 812, 600, 1142]
presidents-list-item — [404, 386, 596, 399]
issue-date: 11 ಏಪ್ರಿಲ್ 2026 — [812, 38, 873, 48]
troupes-title: ಮೆರುಗು ಹೆಚ್ಚಿಸಿದ ಕಲಾ ತಂಡಗಳು — [656, 345, 864, 367]
presidents-list-item — [404, 625, 596, 638]
presidents-list-text: 19. 2024- ಮೂಡಿಗೆರೆ- ಹಳೇಕೋಟೆ ರಮೇಶ್ — [411, 600, 534, 610]
bullet-icon: ▪ — [404, 386, 409, 395]
bullet-icon: ▪ — [404, 374, 409, 382]
sun-cloud-icon — [555, 28, 595, 62]
presidents-list-text: 5. 2003- ಹೊರನಾಡು -ನಿತ್ಯಾನಂದ — [411, 424, 506, 434]
aadhaar-rule — [792, 94, 793, 240]
bullet-icon: ▪ — [404, 588, 409, 597]
temp-min-label: ಕನಿಷ್ಠ — [641, 24, 653, 32]
temp-max-label: ಗರಿಷ್ಠ — [603, 24, 616, 32]
left-story-3-title: ಅದಿತಿ ಹೆಬ್ಬಾರ್‌ಗೆ 4ನೇ ರ‍್ಯಾಂಕ್ — [97, 691, 190, 720]
lead-body: ■ಕಡೂರು: ಮೂರು ದಿನಗಳ ಕಾಲ ಪಟ್ಟಣದ ಅಯ್ಯಪ್ಪ ಕ್ರೀಡಾಂಗಣದಲ್ಲಿ ನಡೆಯಲಿರುವ ಜಿಲ್ಲಾ ಕನ್ನಡ ಸಾಹಿತ್ಯ ಸಮ್ಮೇಳನದ ಅಂಗವಾಗಿ ಸಮ್ಮೇಳನಾಧ್ಯಕ್ಷರ ಅದ್ದೂರಿ ಮೆರವಣಿಗೆ ನಡೆಯಿತು. ಶ್ರೀ ಚಂದ್ರಮೌಳೇಶ್ವರ ದೇವಾಲಯದಿಂದ ಸಮ್ಮೇಳನಾಧ್ಯಕ್ಷರನ್ನು ಅಲಂಕೃತ ರಥದಲ್ಲಿ ಕೂರಿಸಿ ವಿವಿಧ ಜಾನಪದ ಕಲಾ ತಂಡಗಳೊಂದಿಗೆ ಮೆರವಣಿಗೆ ಹೊರಟಿತು. ಮೆರವಣಿಗೆಯಲ್ಲಿ ಡೊಳ್ಳು ಕುಣಿತ, ವೀರಗಾಸೆ, ಕಂಸಾಳೆ ಹಾಗೂ ಪೂಜಾ ಕುಣಿತ ತಂಡಗಳು ಪಾಲ್ಗೊಂಡು ಮೆರುಗು ನೀಡಿದವು. ಶನಿವಾರ ಬೆಳಗ್ಗೆ 10 ಗಂಟೆಗೆ ಹಿರಿಯ ಸಾಹಿತಿ ಡಾ. ಬರಗೂರು ರಾಮಚಂದ್ರಪ್ಪ ಅವರು ಸಮ್ಮೇಳನ ಉದ್ಘಾಟಿಸಲಿದ್ದು ಸ್ಮರಣ ಸಂಚಿಕೆ ಬಿಡುಗಡೆ, ಪುಸ್ತಕ ಪ್ರದರ್ಶನ ಉದ್ಘಾಟನೆ, ಗೋಷ್ಠಿಗಳು ಹಾಗೂ ಸಾಂಸ್ಕೃತಿಕ ಕಾರ್ಯಕ್ರಮಗಳು ನಡೆಯಲಿವೆ. ಸಮ್ಮೇಳನದ ಅಂಗವಾಗಿ ಪಟ್ಟಣದ ಪ್ರಮುಖ ಬೀದಿಗಳನ್ನು ತಳಿರು ತೋರಣಗಳಿಂದ ಸಿಂಗರಿಸಲಾಗಿದ್ದು ಕನ್ನಡ ಬಾವುಟಗಳು ರಾರಾಜಿಸುತ್ತಿವೆ. ಜಿಲ್ಲೆಯ ವಿವಿಧ ತಾಲೂಕುಗಳಿಂದ ಸಾಹಿತ್ಯಾಸಕ್ತರು ಆಗಮಿಸುತ್ತಿದ್ದು ಊಟ ಹಾಗೂ ವಸತಿ ವ್ಯವಸ್ಥೆ ಕಲ್ಪಿಸಲಾಗಿದೆ. ಸಂಜೆ 4 ಗಂಟೆಗೆ ಕವಿಗೋಷ್ಠಿ, ಸಂಜೆ 6 ಗಂಟೆಗೆ ಸಾಂಸ್ಕೃತಿಕ ಕಾರ್ಯಕ್ರಮಗಳು ಜರುಗಲಿವೆ. ಸಮಾರೋಪ ಸಮಾರಂಭದಲ್ಲಿ ಜನಪ್ರತಿನಿಧಿಗಳು, ಜಿಲ್ಲಾಧಿಕಾರಿಗಳು ಹಾಗೂ ಗಣ್ಯರು ಭಾಗವಹಿಸಲಿದ್ದಾರೆ ಎಂದು ಕಸಾಪ ಜಿಲ್ಲಾಧ್ಯಕ್ಷರು ತಿಳಿಸಿದ್ದಾರೆ. ಕಸಾಪ ತಾಲೂಕು ಅಧ್ಯಕ್ಷರು, ಪದಾಧಿಕಾರಿಗಳು, ಜನಪ್ರತಿನಿಧಿಗಳು ಹಾಗೂ ಸಾವಿರಾರು ಕನ್ನಡಾಭಿಮಾನಿಗಳು ಮೆರವಣಿಗೆಯಲ್ಲಿ ಪಾಲ್ಗೊಂಡಿದ್ದರು. — [206, 340, 396, 469]
presidents-list-item — [404, 549, 596, 562]
bullet-icon: ▪ — [404, 512, 409, 521]
bullet-icon: ▪ — [404, 462, 409, 471]
strike-body-a: ■ಚಿಕ್ಕಮಗಳೂರು: ಬಡವರಿಗೆ ಭೂಮಿ, ನಿವೇಶನ ಹಾಗೂ ಮನೆ ನೀಡಬೇಕೆಂದು ಒತ್ತಾಯಿಸಿ ಮೇ 1ರಿಂದ ಜಿಲ್ಲಾಧಿಕಾರಿ ಕಚೇರಿ ಎದುರು ಅನಿರ್ದಿಷ್ಟಾವಧಿ ಮುಷ್ಕರ ನಡೆಸಲಾಗುವುದು ಎಂದು ಸಂಘಟನೆಯ ಜಿಲ್ಲಾ ಸಂಚಾಲಕರು ತಿಳಿಸಿದರು. ಸುದ್ದಿಗೋಷ್ಠಿಯಲ್ಲಿ ಮಾತನಾಡಿದ ಅವರು, ಜಿಲ್ಲೆಯಲ್ಲಿ ಸಾವಿರಾರು ಕುಟುಂಬಗಳು ವಸತಿ ರಹಿತರಾಗಿದ್ದು ಸರ್ಕಾರ ಸ್ಪಂದಿಸುತ್ತಿಲ್ಲ. ಹಲವು ವರ್ಷಗಳಿಂದ ಹೋರಾಟ ನಡೆಸುತ್ತಿದ್ದರೂ ಬೇಡಿಕೆ ಈಡೇರಿಲ್ಲ ಎಂದರು. ಸರ್ಕಾರಿ ಜಾಗ ಒತ್ತುವರಿ ತೆರವುಗೊಳಿಸಿ ಭೂರಹಿತರಿಗೆ ಹಂಚಿಕೆ ಮಾಡಬೇಕು. ಕಂದಾಯ ಭೂಮಿಯಲ್ಲಿ ವಾಸಿಸುತ್ತಿರುವವರಿಗೆ ಹಕ್ಕುಪತ್ರ ನೀಡಬೇಕು. ಅರಣ್ಯ ಹಕ್ಕು ಕಾಯ್ದೆಯಡಿ ಅರ್ಜಿ ಸಲ್ಲಿಸಿದವರಿಗೆ ಶೀಘ್ರ ಹಕ್ಕುಪತ್ರ ವಿತರಿಸಬೇಕು ಎಂದು ಆಗ್ರಹಿಸಿದರು. ಮುಷ್ಕರದಲ್ಲಿ ಜಿಲ್ಲೆಯ ವಿವಿಧ ತಾಲೂಕುಗಳಿಂದ ಸಾವಿರಾರು ಜನರು ಭಾಗವಹಿಸಲಿದ್ದು ಬೇಡಿಕೆ ಈಡೇರುವವರೆಗೆ ಹೋರಾಟ ಮುಂದುವರಿಸಲಾಗುವುದು ಎಂದು ಎಚ್ಚರಿಸಿದರು. ಸುದ್ದಿಗೋಷ್ಠಿಯಲ್ಲಿ ಸಂಘಟನೆಯ ಪದಾಧಿಕಾರಿಗಳು ಉಪಸ್ಥಿತರಿದ್ದರು. — [606, 850, 750, 971]
bullet-icon: ▪ — [404, 474, 409, 483]
masthead-rule — [30, 88, 940, 90]
bullet-icon: ▪ — [404, 499, 409, 508]
bullet-icon: ▪ — [404, 449, 409, 458]
presidents-list-text: 11. 2014- ಬೀರೂರು-ಡಾಕ್ಟರ್ ರಮೇಶ್ — [411, 499, 519, 509]
temp-min: 17 — [639, 35, 670, 60]
left-column-rule — [196, 94, 197, 1146]
bullet-icon: ▪ — [404, 411, 409, 420]
hand-icon — [38, 106, 54, 126]
procession-photo — [206, 700, 396, 804]
camp-group-photo — [206, 94, 484, 239]
presidents-list-item — [404, 587, 596, 600]
jjm-quote: ಶೃಂಗೇರಿ ಕ್ಷೇತ್ರವೊಂದರಲ್ಲೇ 116 ಕೋಟಿ ರೂ.ಗೂ ಹೆಚ್ಚು ಕಾಮಗಾರಿ ನಡೆದಿದೆ. ಇದರ ಪಾರದರ್ಶಕ ತನಿಖೆ ನಡೆಯಬೇಕು. ಇದರ ಬಗ್ಗೆ ತನಿಖೆ ಮಾಡದೇ ಇದ್ದಲ್ಲಿ ಹೋರಾಟ ಮಾಡುತ್ತೇವೆ. ಇದನ್ನೂ ತಾರ್ಕಿಕ ಅಂತ್ಯಕ್ಕೆ ಕೊಂಡೊಯ್ಯುತ್ತೇವೆ. — [388, 1203, 557, 1242]
brand-logo-icon — [62, 32, 84, 54]
presidents-list-text: 4. 2002- ಚಿಕ್ಕಮಗಳೂರು -ಗೊ.ರು.ಚೆನ್ನಬಸಪ್ಪ — [411, 411, 535, 421]
presidents-title: ಚಿಕ್ಕಮಗಳೂರು ಜಿಲ್ಲಾ ಕನ್ನಡ ಸಾಹಿತ್ಯ ಸಮ್ಮೇಳನದ ಅಧ್ಯಕ್ಷರುಗಳ ವಿವರ — [404, 340, 596, 370]
jjm-title: ಶೃಂಗೇರಿಯಲ್ಲಿ ಜಲ್ ಜೀವನ್ ಕಮಿಷನ್: ಜೀವರಾಜ್ ಆರೋಪ — [30, 1159, 562, 1189]
presidents-list-text: 14. 2017- ಸಖರಾಯಪಟ್ಟಣ - ಕೆ. ಓಂಕಾರಪ್ಪ — [411, 537, 534, 547]
divider — [400, 340, 401, 804]
kirusuddi-label-b: ಸುದ್ದಿ — [94, 105, 117, 121]
left-story-1-title: ಬಾಲಕರ ಸರಕಾರಿ ಪದವಿ ಪೂರ್ವ ಕಾಲೇಜಿಗೆ ಶೇ.43.4 ಫಲಿತಾಂಶ — [44, 151, 178, 180]
divider — [200, 244, 920, 246]
presidents-list-item — [404, 423, 596, 436]
presidents-list-text: 13. 2017- ಚಿಕ್ಕಮಗಳೂರು -ಡಾಕ್ಟರ್ ಕೆ.ಪುಟ್ಟಸ್ವಾಮಿ — [411, 525, 548, 535]
strike-highlight-box — [756, 850, 916, 938]
presidents-list-item — [404, 461, 596, 474]
bullet-icon: ▪ — [404, 436, 409, 445]
presidents-list-text: 8. 2008- ತರೀಕೆರೆ- ಡಾಕ್ಟರ್.ಬಿ.ವಿ.ರಾಜಾರಾಂ — [411, 462, 532, 472]
presidents-list-text: 15. 2018- ಮೂಡಿಗೆರೆ- ಡಿ.ಎಸ್.ಜಯಪ್ಪಗೌಡ — [411, 550, 536, 560]
presidents-list-item — [404, 398, 596, 411]
divider — [34, 330, 191, 331]
bullet-icon: ▪ — [404, 525, 409, 534]
tree-body: ■ಮೂಡಿಗೆರೆ: ಪಿಕಪ್ ವಾಹನದಲ್ಲಿ ಅಕ್ರಮವಾಗಿ ಸಾಗಿಸುತ್ತಿದ್ದ ಹಲಸಿನ ಮರದ ತುಂಡುಗಳನ್ನು ಅರಣ್ಯ ಇಲಾಖೆ ಅಧಿಕಾರಿಗಳು ವಶಪಡಿಸಿಕೊಂಡಿರುವ ಘಟನೆ ತಾಲೂಕಿನಲ್ಲಿ ನಡೆದಿದೆ. ಖಚಿತ ಮಾಹಿತಿ ಮೇರೆಗೆ ದಾಳಿ ನಡೆಸಿದ ಅರಣ್ಯ ಇಲಾಖೆ ಸಿಬ್ಬಂದಿ ವಾಹನ ಸಹಿತ ಮರದ ತುಂಡುಗಳನ್ನು ವಶಕ್ಕೆ ಪಡೆದಿದ್ದು ಪ್ರಕರಣ ದಾಖಲಿಸಿಕೊಂಡಿದ್ದಾರೆ. ವಾಹನ ಚಾಲಕ ಪರಾರಿಯಾಗಿದ್ದು ಆತನ ಪತ್ತೆಗೆ ಬಲೆ ಬೀಸಲಾಗಿದೆ. ವಶಪಡಿಸಿಕೊಂಡ ಮರದ ಮೌಲ್ಯ ಸುಮಾರು 45 ಸಾವಿರ ರೂ. ಎಂದು ಅಂದಾಜಿಸಲಾಗಿದೆ. ಅರಣ್ಯ ವಲಯಾಧಿಕಾರಿ ಮಾರ್ಗದರ್ಶನದಲ್ಲಿ ಕಾರ್ಯಾಚರಣೆ ನಡೆದಿದ್ದು ಉಪ ವಲಯ ಅರಣ್ಯಾಧಿಕಾರಿಗಳು, ಅರಣ್ಯ ರಕ್ಷಕರು ಹಾಗೂ ವೀಕ್ಷಕರು ಪಾಲ್ಗೊಂಡಿದ್ದರು. ಅಕ್ರಮ ಮರ ಸಾಗಣೆ ಕಂಡುಬಂದಲ್ಲಿ ಮಾಹಿತಿ ನೀಡುವಂತೆ ಇಲಾಖೆ ಮನವಿ ಮಾಡಿದೆ. — [746, 1196, 918, 1276]
kirusuddi-label-a: ಕಿರು — [76, 105, 95, 121]
sports-event-photo — [408, 850, 594, 954]
presidents-list-text: 2. 1993- ಚಿಕ್ಕಮಗಳೂರು-ಕೆ.ಆರ್.ಲಿಂಗಪ್ಪ — [411, 386, 525, 396]
presidents-box — [404, 340, 596, 804]
presidents-list-item — [404, 562, 596, 575]
brand-tagline: ಸತ್ಯ ಸಂಸ್ಕೃತಿ ಸಂಸ್ಕಾರ — [92, 56, 133, 63]
presidents-list-item — [404, 612, 596, 625]
presidents-list-item — [404, 411, 596, 424]
